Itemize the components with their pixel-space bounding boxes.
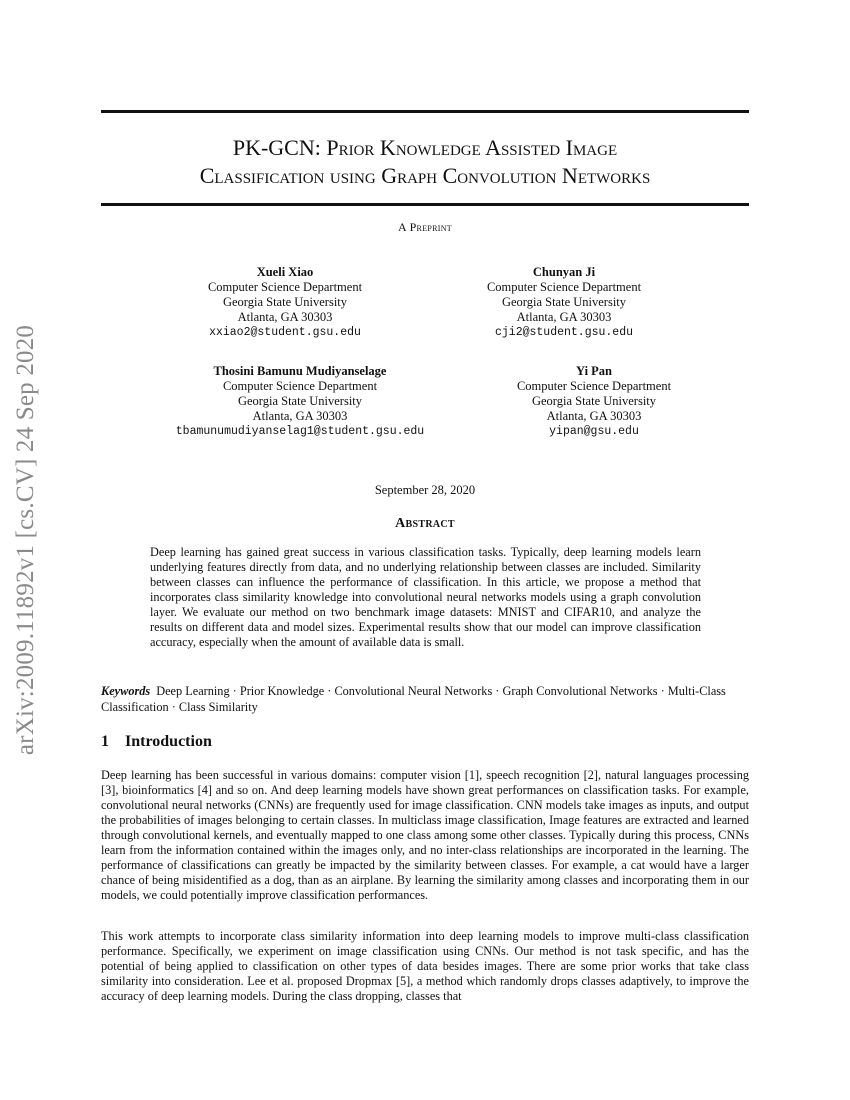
- preprint-label: A Preprint: [397, 220, 452, 234]
- arxiv-identifier: arXiv:2009.11892v1 [cs.CV] 24 Sep 2020: [12, 324, 39, 756]
- author-block-4: [444, 364, 744, 439]
- paper-title: [101, 134, 749, 190]
- title-line-1: PK-GCN: Prior Knowledge Assisted Image: [232, 135, 618, 160]
- abstract-text: Deep learning has gained great success in various classification tasks. Typically, deep learning models learn underlying features directly from data, and no underlying relationship between classes are included. Similarity between classes can influence the performance of classification. In this article, we propose a method that incorporates class similarity knowledge into convolutional neural networks models using a graph convolution layer. We evaluate our method on two benchmark image datasets: MNIST and CIFAR10, and analyze the results on different data and model sizes. Experimental results show that our model can improve classification accuracy, especially when the amount of available data is small.: [150, 545, 701, 649]
- author-block-1: [135, 265, 435, 340]
- author-block-2: [414, 265, 714, 340]
- author-email: cji2@student.gsu.edu: [494, 326, 634, 339]
- author-university: Georgia State University: [501, 295, 627, 309]
- intro-paragraph-1: Deep learning has been successful in various domains: computer vision [1], speech recognition [2], natural languages processing [3], bioinformatics [4] and so on. And deep learning models have shown great performances on classification tasks. For example, convolutional neural networks (CNNs) are frequently used for image classification. CNN models take images as inputs, and output the probabilities of images belonging to certain classes. In multiclass image classification, Image features are extracted and learned through convolutional kernels, and eventually mapped to one class among some other classes. Typically during this process, CNNs learn from the information contained within the images only, and no inter-class relationships are incorporated in the learning. The performance of classifications can greatly be impacted by the similarity between classes. For example, a cat would have a larger chance of being misidentified as a dog, than as an airplane. By learning the similarity among classes and incorporating them in our models, we could potentially improve classification performances.: [101, 768, 749, 902]
- author-university: Georgia State University: [531, 394, 657, 408]
- keywords-block: [101, 684, 749, 715]
- author-email: yipan@gsu.edu: [549, 425, 639, 438]
- section-heading: [101, 733, 212, 751]
- author-university: Georgia State University: [222, 295, 348, 309]
- author-dept: Computer Science Department: [222, 379, 378, 393]
- author-block-3: [150, 364, 450, 439]
- author-university: Georgia State University: [237, 394, 363, 408]
- author-city: Atlanta, GA 30303: [252, 409, 348, 423]
- author-city: Atlanta, GA 30303: [546, 409, 642, 423]
- author-city: Atlanta, GA 30303: [237, 310, 333, 324]
- title-rule-bottom: [101, 203, 749, 206]
- section-number: 1: [101, 733, 109, 750]
- intro-paragraph-2: This work attempts to incorporate class similarity information into deep learning models to improve multi-class classification performance. Specifically, we experiment on image classification using CNNs. Our method is not task specific, and has the potential of being applied to classification on other types of data besides images. There are some prior works that take class similarity into consideration. Lee et al. proposed Dropmax [5], a method which randomly drops classes adaptively, to improve the accuracy of deep learning models. During the class dropping, classes that: [101, 929, 749, 1003]
- author-email: xxiao2@student.gsu.edu: [209, 326, 361, 339]
- author-name: Chunyan Ji: [532, 265, 596, 279]
- publication-date: September 28, 2020: [374, 483, 476, 497]
- title-line-2: Classification using Graph Convolution Networks: [199, 163, 651, 188]
- author-dept: Computer Science Department: [486, 280, 642, 294]
- author-name: Xueli Xiao: [256, 265, 314, 279]
- title-rule-top: [101, 110, 749, 113]
- author-city: Atlanta, GA 30303: [516, 310, 612, 324]
- author-name: Yi Pan: [576, 364, 612, 378]
- arxiv-side-stamp: [0, 290, 52, 790]
- keywords-text: Deep Learning · Prior Knowledge · Convolutional Neural Networks · Graph Convolutional Networks · Multi-Class Classification · Class Similarity: [101, 684, 726, 714]
- author-dept: Computer Science Department: [516, 379, 672, 393]
- author-email: tbamunumudiyanselag1@student.gsu.edu: [175, 425, 425, 438]
- abstract-heading: Abstract: [395, 516, 455, 531]
- keywords-label: Keywords: [101, 684, 151, 698]
- author-dept: Computer Science Department: [207, 280, 363, 294]
- section-title: Introduction: [125, 733, 212, 750]
- author-name: Thosini Bamunu Mudiyanselage: [213, 364, 387, 378]
